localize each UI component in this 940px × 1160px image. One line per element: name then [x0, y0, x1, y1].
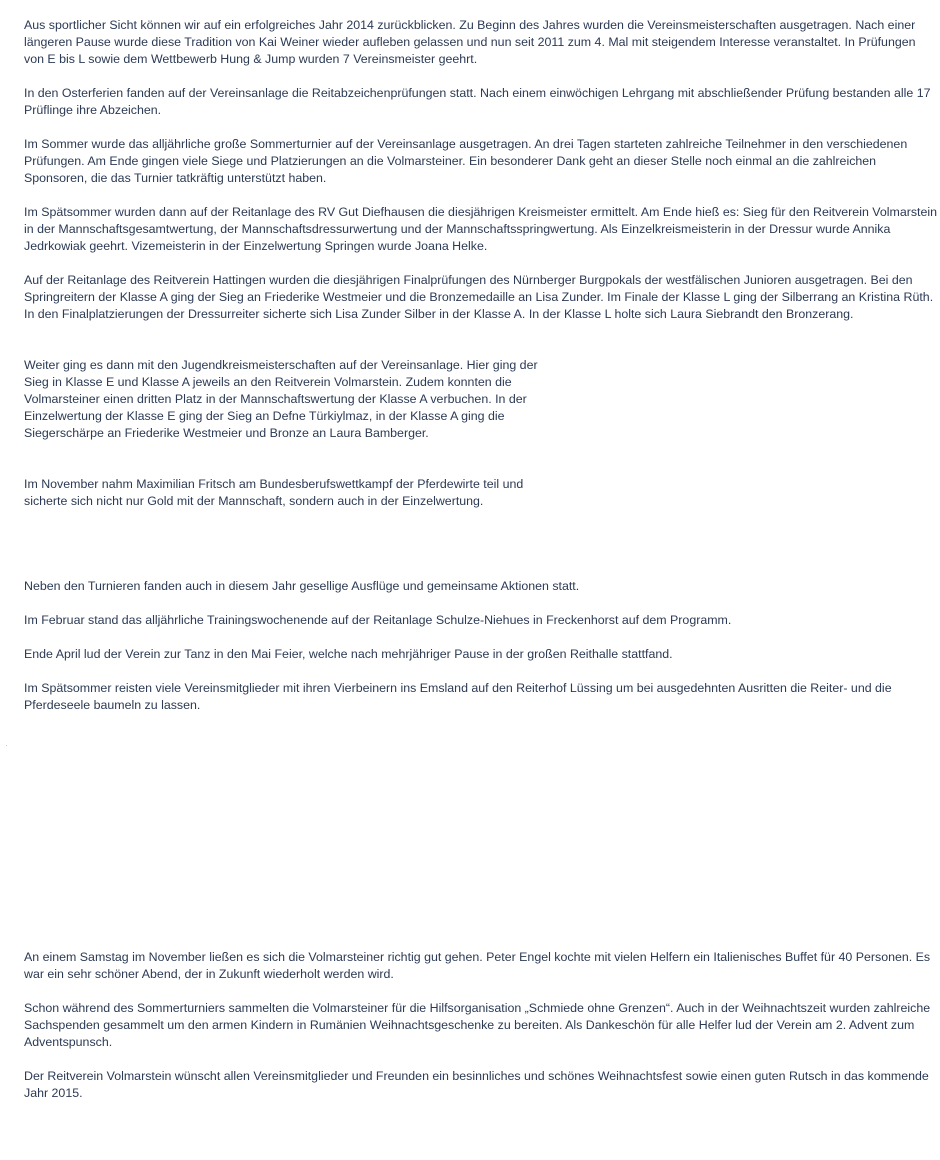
emsland-paragraph: Im Spätsommer reisten viele Vereinsmitglieder mit ihren Vierbeinern ins Emsland auf den Reiterhof Lüssing um bei ausgedehnten Ausritten die Reiter- und die Pferdeseele baumeln zu lassen.: [24, 681, 892, 712]
kreismeister-paragraph: Im Spätsommer wurden dann auf der Reitanlage des RV Gut Diefhausen die diesjährigen Kreismeister ermittelt. Am Ende hieß es: Sieg für den Reitverein Volmarstein in der Mannschaftsgesamtwertung, der Mannschaftsdressurwertung und der Mannschaftsspringwertung. Als Einzelkreismeisterin in der Dressur wurde Annika Jedrkowiak geehrt. Vizemeisterin in der Einzelwertung Springen wurde Joana Helke.: [24, 205, 938, 253]
jugendkreismeister-paragraph: Weiter ging es dann mit den Jugendkreismeisterschaften auf der Vereinsanlage. Hier ging der Sieg in Klasse E und Klasse A jeweils an den Reitverein Volmarstein. Zudem konnten die Volmarsteiner einen dritten Platz in der Mannschaftswertung der Klasse A verbuchen. In der Einzelwertung der Klasse E ging der Sieg an Defne Türkiylmaz, in der Klasse A ging die Siegerschärpe an Friederike Westmeier und Bronze an Laura Bamberger.: [24, 358, 538, 440]
ausfluege-intro-paragraph: Neben den Turnieren fanden auch in diesem Jahr gesellige Ausflüge und gemeinsame Aktionen statt.: [24, 579, 580, 593]
reitabzeichen-paragraph: In den Osterferien fanden auf der Vereinsanlage die Reitabzeichenprüfungen statt. Nach einem einwöchigen Lehrgang mit abschließender Prüfung bestanden alle 17 Prüflinge ihre Abzeichen.: [24, 86, 931, 117]
trainingswochenende-paragraph: Im Februar stand das alljährliche Trainingswochenende auf der Reitanlage Schulze-Niehues in Freckenhorst auf dem Programm.: [24, 613, 732, 627]
weihnachtsgruss-paragraph: Der Reitverein Volmarstein wünscht allen Vereinsmitglieder und Freunden ein besinnliches und schönes Weihnachtsfest sowie einen guten Rutsch in das kommende Jahr 2015.: [24, 1069, 929, 1100]
tanz-in-den-mai-paragraph: Ende April lud der Verein zur Tanz in den Mai Feier, welche nach mehrjähriger Pause in der großen Reithalle stattfand.: [24, 647, 673, 661]
burgpokal-paragraph: Auf der Reitanlage des Reitverein Hattingen wurden die diesjährigen Finalprüfungen des Nürnberger Burgpokals der westfälischen Junioren ausgetragen. Bei den Springreitern der Klasse A ging der Sieg an Friederike Westmeier und die Bronzemedaille an Lisa Zunder. Im Finale der Klasse L ging der Silberrang an Kristina Rüth. In den Finalplatzierungen der Dressurreiter sicherte sich Lisa Zunder Silber in der Klasse A. In der Klasse L holte sich Laura Siebrandt den Bronzerang.: [24, 273, 934, 321]
sport-intro-paragraph: Aus sportlicher Sicht können wir auf ein erfolgreiches Jahr 2014 zurückblicken. Zu Beginn des Jahres wurden die Vereinsmeisterschaften ausgetragen. Nach einer längeren Pause wurde diese Tradition von Kai Weiner wieder aufleben gelassen und nun seit 2011 zum 4. Mal mit steigendem Interesse veranstaltet. In Prüfungen von E bis L sowie dem Wettbewerb Hung & Jump wurden 7 Vereinsmeister geehrt.: [24, 18, 916, 66]
buffet-paragraph: An einem Samstag im November ließen es sich die Volmarsteiner richtig gut gehen. Peter Engel kochte mit vielen Helfern ein Italienisches Buffet für 40 Personen. Es war ein sehr schöner Abend, der in Zukunft wiederholt werden wird.: [24, 950, 931, 981]
sommerturnier-paragraph: Im Sommer wurde das alljährliche große Sommerturnier auf der Vereinsanlage ausgetragen. An drei Tagen starteten zahlreiche Teilnehmer in den verschiedenen Prüfungen. Am Ende gingen viele Siege und Platzierungen an die Volmarsteiner. Ein besonderer Dank geht an dieser Stelle noch einmal an die zahlreichen Sponsoren, die das Turnier tatkräftig unterstützt haben.: [24, 137, 908, 185]
decorative-dot: [6, 745, 7, 746]
bundesberufswettkampf-paragraph: Im November nahm Maximilian Fritsch am Bundesberufswettkampf der Pferdewirte teil und sicherte sich nicht nur Gold mit der Mannschaft, sondern auch in der Einzelwertung.: [24, 477, 524, 508]
spenden-paragraph: Schon während des Sommerturniers sammelten die Volmarsteiner für die Hilfsorganisation „Schmiede ohne Grenzen“. Auch in der Weihnachtszeit wurden zahlreiche Sachspenden gesammelt um den armen Kindern in Rumänien Weihnachtsgeschenke zu bereiten. Als Dankeschön für alle Helfer lud der Verein am 2. Advent zum Adventspunsch.: [24, 1001, 931, 1049]
